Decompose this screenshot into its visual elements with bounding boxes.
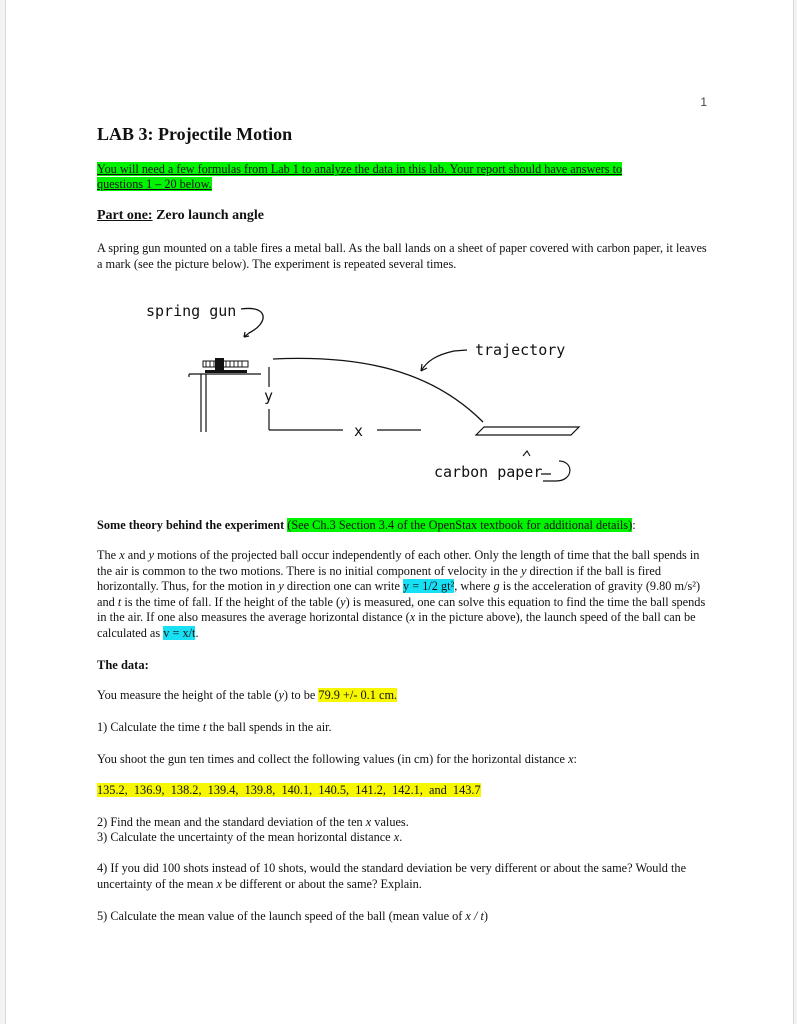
theory-heading <box>97 518 636 533</box>
table-icon <box>189 374 261 432</box>
question-1 <box>97 720 707 736</box>
data-heading: The data: <box>97 658 149 672</box>
text: 3) Calculate the uncertainty of the mean horizontal distance <box>97 830 394 844</box>
trajectory-arrow <box>421 350 467 371</box>
var-x: x <box>393 830 400 844</box>
expr-x-over-t: x / t <box>465 909 484 923</box>
text: 2) Find the mean and the standard deviation of the ten <box>97 815 366 829</box>
text: . <box>399 830 403 844</box>
var-y: y <box>278 579 284 593</box>
question-3 <box>97 830 707 846</box>
question-4 <box>97 861 707 892</box>
theory-paragraph <box>97 548 709 641</box>
var-x: x <box>409 610 416 624</box>
theory-text: is the time of fall. If the height of the table ( <box>121 594 341 609</box>
text: 1) Calculate the time <box>97 720 203 734</box>
var-x: x <box>568 752 574 766</box>
values-list: 135.2, 136.9, 138.2, 139.4, 139.8, 140.1, 140.5, 141.2, 142.1, and 143.7 <box>97 783 481 797</box>
theory-text: is the acceleration of gravity (9.80 m/s²) and <box>97 579 701 609</box>
text: ) to be <box>283 688 319 702</box>
experiment-diagram <box>131 295 601 500</box>
text: 5) Calculate the mean value of the launch speed of the ball (mean value of <box>97 909 466 923</box>
formula-v: v = x/t <box>163 625 196 640</box>
trajectory-curve <box>273 358 483 422</box>
part-one-label: Part one: <box>97 208 153 223</box>
formula-notice <box>97 162 667 192</box>
var-t: t <box>202 720 207 734</box>
theory-colon: : <box>632 518 636 532</box>
question-2 <box>97 815 707 831</box>
page-number: 1 <box>700 95 707 109</box>
theory-text: direction one can write <box>283 579 403 593</box>
carbon-paper-arrowhead <box>523 451 530 456</box>
var-x: x <box>216 876 222 891</box>
spring-gun-icon <box>203 358 248 373</box>
theory-text: ) is measured, one can solve this equation to find the time the ball spends in the air. If one also measures the average horizontal distance ( <box>97 594 706 624</box>
question-5 <box>97 909 707 925</box>
text: You shoot the gun ten times and collect the following values (in cm) for the horizontal distance <box>97 752 569 766</box>
page-title: LAB 3: Projectile Motion <box>97 124 293 144</box>
text: ) <box>483 909 488 923</box>
document-page <box>5 0 794 1024</box>
theory-text: direction if the ball is fired horizontally. Thus, for the motion in <box>97 563 661 593</box>
theory-text: The <box>97 548 120 562</box>
trajectory-label: trajectory <box>475 341 566 359</box>
spring-gun-label: spring gun <box>146 302 237 320</box>
text: : <box>573 752 577 766</box>
shoot-line <box>97 752 707 768</box>
var-y: y <box>148 548 155 562</box>
var-y: y <box>340 594 346 609</box>
formula-y: y = 1/2 gt² <box>403 579 455 593</box>
y-label: y <box>264 387 274 405</box>
theory-text: , where <box>454 579 494 593</box>
var-t: t <box>117 594 122 609</box>
text: You measure the height of the table ( <box>97 688 279 702</box>
var-g: g <box>493 579 500 593</box>
part-one-title: Zero launch angle <box>152 208 264 223</box>
table-height-line <box>97 688 707 704</box>
carbon-paper-sheet <box>476 427 579 435</box>
notice-text: You will need a few formulas from Lab 1 to analyze the data in this lab. Your report should have answers to questions 1 – 20 below. <box>97 162 623 191</box>
theory-text: . <box>195 625 199 640</box>
theory-text: in the picture above), the launch speed of the ball can be calculated as <box>97 610 696 640</box>
intro-paragraph: A spring gun mounted on a table fires a metal ball. As the ball lands on a sheet of paper covered with carbon paper, it leaves a mark (see the picture below). The experiment is repeated several times. <box>97 241 707 271</box>
carbon-paper-label: carbon paper <box>434 463 543 481</box>
height-value: 79.9 +/- 0.1 cm. <box>318 688 398 702</box>
carbon-paper-arrow <box>541 461 570 481</box>
text: be different or about the same? Explain. <box>221 876 422 891</box>
part-one-heading <box>97 208 264 224</box>
var-y: y <box>278 688 284 702</box>
text: values. <box>371 815 409 829</box>
theory-title: Some theory behind the experiment <box>97 518 285 532</box>
theory-text: and <box>124 548 149 562</box>
theory-reference: (See Ch.3 Section 3.4 of the OpenStax textbook for additional details) <box>287 518 633 532</box>
theory-text: motions of the projected ball occur independently of each other. Only the length of time that the ball spends in the air is common to the two motions. There is no initial component of velocity in the <box>97 548 700 578</box>
text: 4) If you did 100 shots instead of 10 shots, would the standard deviation be very different or about the same? Would the uncertainty of the mean <box>97 861 687 891</box>
distance-values <box>97 783 707 799</box>
var-x: x <box>119 548 125 562</box>
var-y: y <box>520 563 527 578</box>
x-label: x <box>354 422 364 440</box>
var-x: x <box>365 815 372 829</box>
text: the ball spends in the air. <box>206 720 332 734</box>
